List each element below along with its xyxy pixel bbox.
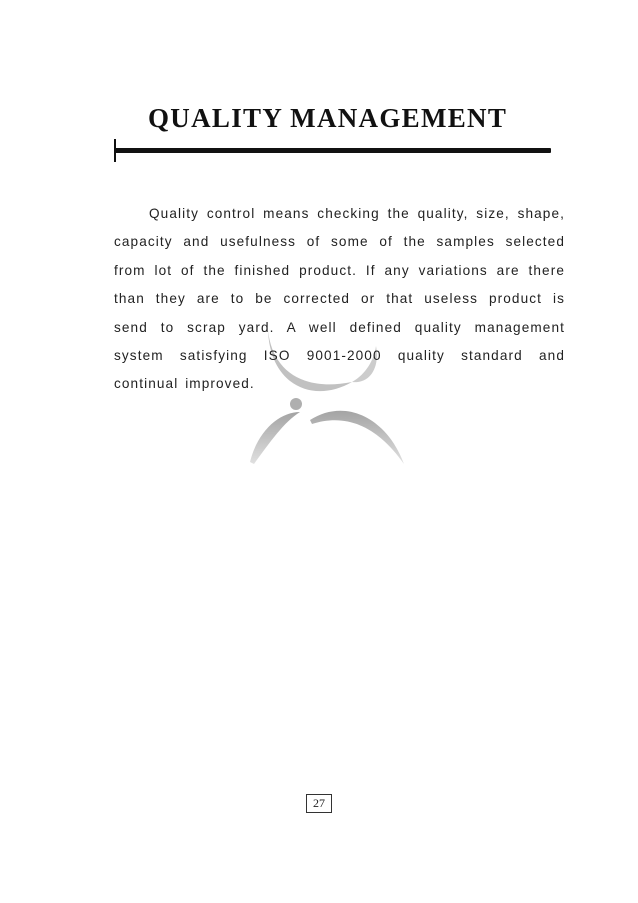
- page-title: QUALITY MANAGEMENT: [148, 103, 508, 133]
- title-underline: [114, 148, 551, 153]
- page-number: 27: [306, 794, 332, 813]
- underline-tick-mark: [114, 139, 116, 162]
- body-paragraph: Quality control means checking the quality, size, shape, capacity and usefulness of some of the samples selected from lot of the finished product. If any variations are there than they are to be corrected or that useless product is send to scrap yard. A well defined quality management system satisfying ISO 9001-2000 quality standard and continual improved.: [114, 206, 565, 392]
